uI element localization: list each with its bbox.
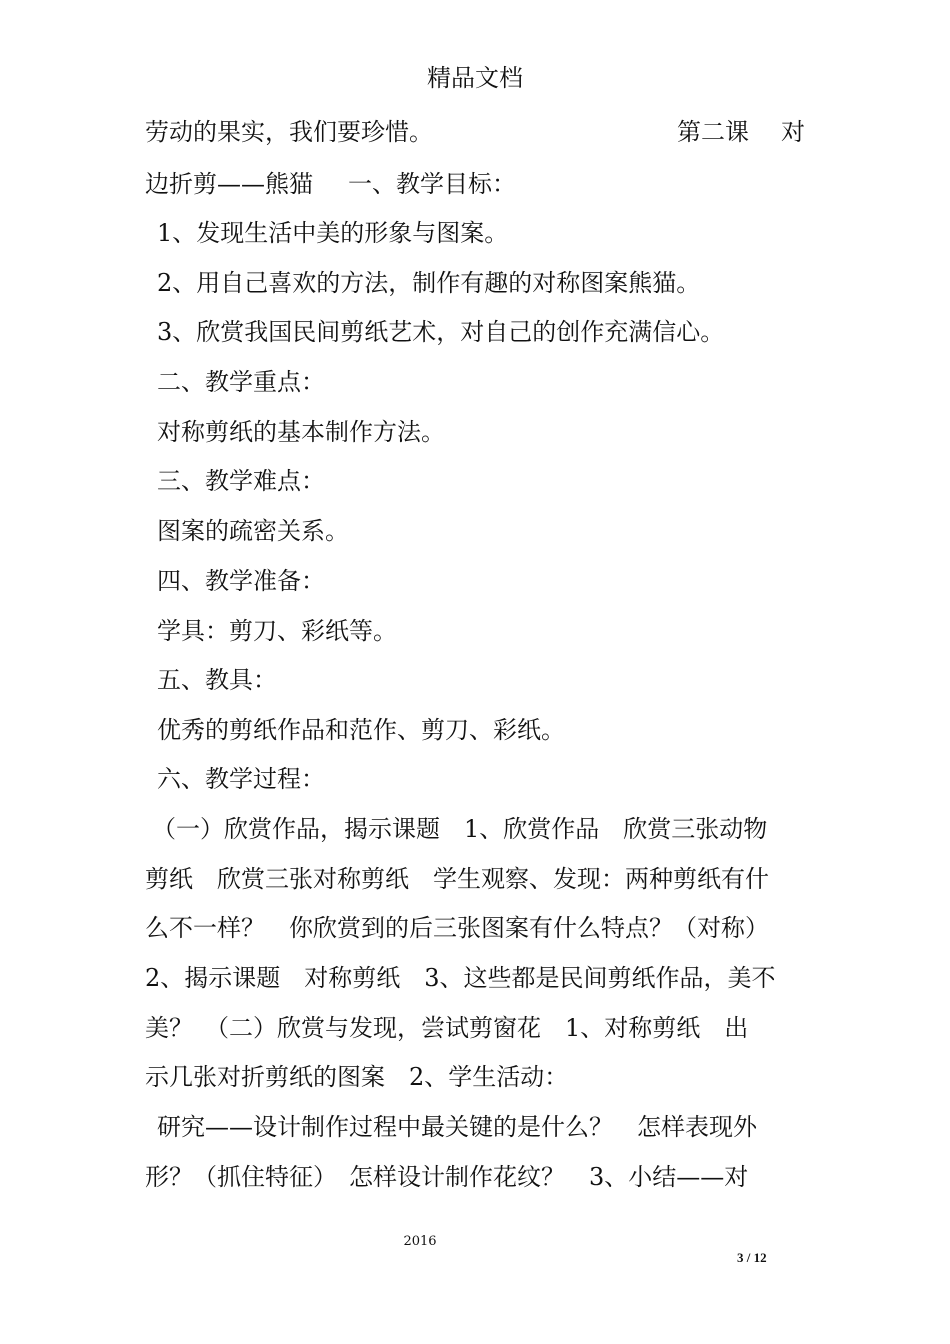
lesson-heading: 第二课 [677, 118, 749, 146]
text-line [0, 861, 950, 897]
paragraph: 美？ （二）欣赏与发现，尝试剪窗花 1、对称剪纸 出 [145, 1014, 749, 1042]
text-line [0, 114, 950, 150]
text-line [0, 463, 950, 499]
footer-year: 2016 [403, 1234, 437, 1249]
paragraph: 形？（抓住特征） 怎样设计制作花纹？ 3、小结——对 [145, 1163, 749, 1191]
section-heading: 六、教学过程： [157, 765, 325, 793]
page-header-title: 精品文档 [427, 64, 523, 92]
list-item: 1、发现生活中美的形象与图案。 [157, 219, 509, 247]
text-line [0, 1010, 950, 1046]
text-line [0, 215, 950, 251]
text-line [0, 1109, 950, 1145]
text-line [0, 513, 950, 549]
paragraph: 2、揭示课题 对称剪纸 3、这些都是民间剪纸作品，美不 [145, 964, 776, 992]
paragraph: 学具：剪刀、彩纸等。 [157, 617, 397, 645]
section-heading: 三、教学难点： [157, 467, 325, 495]
section-heading: 一、教学目标： [348, 170, 516, 198]
list-item: 2、用自己喜欢的方法，制作有趣的对称图案熊猫。 [157, 269, 701, 297]
paragraph: （一）欣赏作品，揭示课题 1、欣赏作品 欣赏三张动物 [152, 815, 768, 843]
text-line [0, 414, 950, 450]
paragraph: 研究——设计制作过程中最关键的是什么？ 怎样表现外 [157, 1113, 757, 1141]
text-line [0, 910, 950, 946]
text-line [0, 811, 950, 847]
paragraph: 么不一样？ 你欣赏到的后三张图案有什么特点？（对称） [145, 914, 769, 942]
text-line [0, 364, 950, 400]
text-line [0, 761, 950, 797]
text-line [0, 166, 950, 202]
text-line [0, 662, 950, 698]
text-segment: 劳动的果实，我们要珍惜。 [145, 118, 433, 146]
list-item: 3、欣赏我国民间剪纸艺术，对自己的创作充满信心。 [157, 318, 725, 346]
paragraph: 示几张对折剪纸的图案 2、学生活动： [145, 1063, 569, 1091]
section-heading: 四、教学准备： [157, 567, 325, 595]
section-heading: 五、教具： [157, 666, 277, 694]
paragraph: 剪纸 欣赏三张对称剪纸 学生观察、发现：两种剪纸有什 [145, 865, 769, 893]
text-line [0, 712, 950, 748]
text-line [0, 960, 950, 996]
paragraph: 对称剪纸的基本制作方法。 [157, 418, 445, 446]
paragraph: 图案的疏密关系。 [157, 517, 349, 545]
text-line [0, 563, 950, 599]
text-line [0, 265, 950, 301]
paragraph: 优秀的剪纸作品和范作、剪刀、彩纸。 [157, 716, 565, 744]
page-number: 3 / 12 [737, 1250, 767, 1265]
text-line [0, 613, 950, 649]
text-line [0, 1059, 950, 1095]
text-line [0, 1159, 950, 1195]
text-line [0, 314, 950, 350]
text-segment: 对 [781, 118, 805, 146]
text-segment: 边折剪——熊猫 [145, 170, 313, 198]
section-heading: 二、教学重点： [157, 368, 325, 396]
